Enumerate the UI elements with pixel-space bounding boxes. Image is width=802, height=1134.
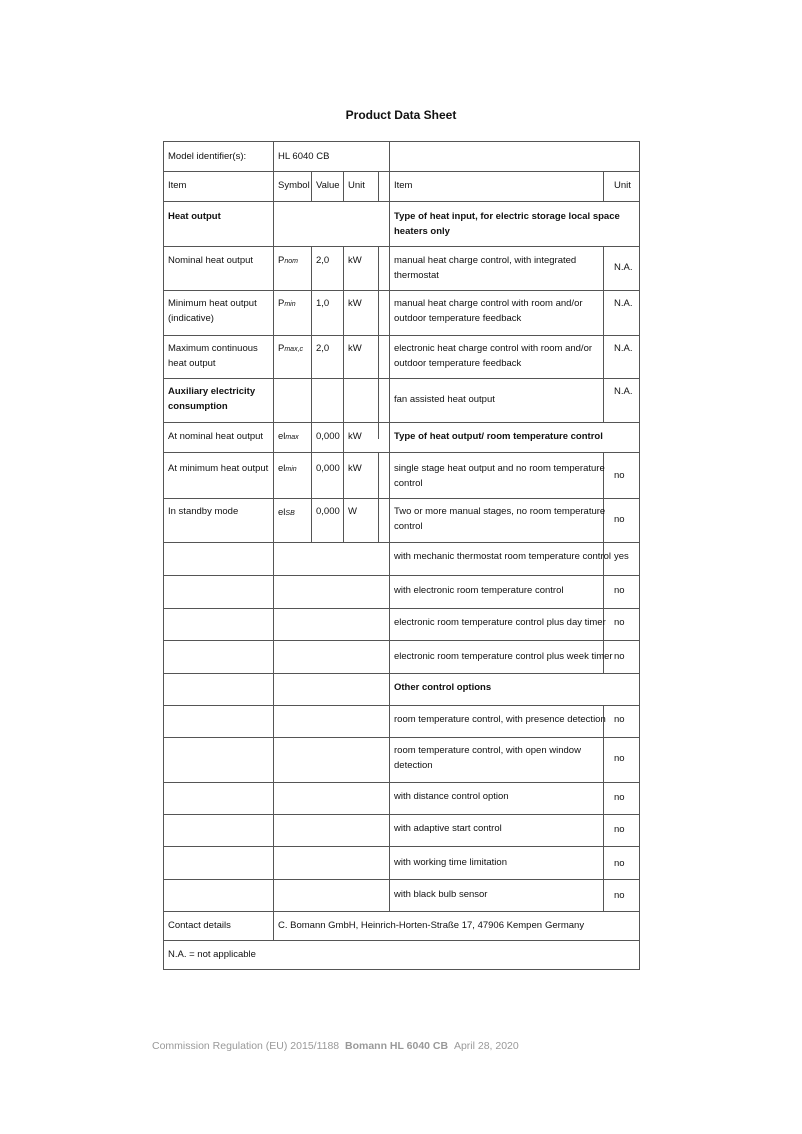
standby-value: 0,000 [316, 506, 340, 517]
maximum-unit: kW [348, 343, 362, 354]
r6-value: no [614, 514, 625, 525]
r3-line1: electronic heat charge control with room and/or [394, 343, 593, 354]
r12-line2: detection [394, 760, 433, 771]
header-unit-right: Unit [614, 180, 631, 191]
el-minimum-label: At minimum heat output [168, 463, 269, 474]
r12-value: no [614, 753, 625, 764]
r7-line1: with mechanic thermostat room temperature control [394, 551, 612, 562]
minimum-heat-output-label-2: (indicative) [168, 313, 214, 324]
footer-product: Bomann HL 6040 CB [345, 1040, 449, 1052]
page-title: Product Data Sheet [345, 108, 457, 122]
minimum-value: 1,0 [316, 298, 330, 309]
r1-line1: manual heat charge control, with integrated [394, 255, 577, 266]
r5-value: no [614, 470, 625, 481]
el-minimum-value: 0,000 [316, 463, 340, 474]
footer-date: April 28, 2020 [453, 1040, 519, 1052]
r8-line1: with electronic room temperature control [394, 585, 564, 596]
nominal-symbol: Pnom [278, 255, 298, 266]
other-options-heading: Other control options [394, 682, 492, 693]
model-label: Model identifier(s): [168, 151, 247, 162]
header-unit: Unit [348, 180, 365, 191]
r10-line1: electronic room temperature control plus week timer [394, 651, 613, 662]
r14-value: no [614, 824, 625, 835]
el-nominal-label: At nominal heat output [168, 431, 264, 442]
r5-line2: control [394, 478, 423, 489]
maximum-value: 2,0 [316, 343, 330, 354]
product-data-table [163, 141, 640, 970]
r15-value: no [614, 858, 625, 869]
nominal-unit: kW [348, 255, 362, 266]
heat-input-heading-2: heaters only [394, 226, 450, 237]
r3-line2: outdoor temperature feedback [394, 358, 522, 369]
contact-address: C. Bomann GmbH, Heinrich-Horten-Straße 17, 47906 Kempen [278, 920, 543, 931]
r1-value: N.A. [614, 262, 633, 273]
r5-line1: single stage heat output and no room temperature [394, 463, 605, 474]
r10-value: no [614, 651, 625, 662]
header-value: Value [316, 180, 340, 191]
el-nominal-unit: kW [348, 431, 362, 442]
r13-line1: with distance control option [394, 791, 509, 802]
maximum-heat-output-label-2: heat output [168, 358, 216, 369]
r1-line2: thermostat [394, 270, 439, 281]
el-nominal-symbol: elmax [278, 431, 299, 442]
maximum-symbol: Pmax,c [278, 343, 304, 354]
r7-value: yes [614, 551, 629, 562]
r2-line1: manual heat charge control with room and/or [394, 298, 583, 309]
r11-line1: room temperature control, with presence detection [394, 714, 606, 725]
header-item-right: Item [394, 180, 413, 191]
standby-unit: W [348, 506, 357, 517]
r9-line1: electronic room temperature control plus day timer [394, 617, 606, 628]
minimum-heat-output-label-1: Minimum heat output [168, 298, 257, 309]
minimum-symbol: Pmin [278, 298, 296, 309]
standby-label: In standby mode [168, 506, 239, 517]
el-minimum-symbol: elmin [278, 463, 297, 474]
el-nominal-value: 0,000 [316, 431, 340, 442]
r6-line1: Two or more manual stages, no room temperature [394, 506, 606, 517]
r3-value: N.A. [614, 343, 633, 354]
heat-input-heading-1: Type of heat input, for electric storage local space [394, 211, 620, 222]
r12-line1: room temperature control, with open window [394, 745, 581, 756]
r16-line1: with black bulb sensor [394, 889, 488, 900]
minimum-unit: kW [348, 298, 362, 309]
contact-country: Germany [545, 920, 585, 931]
nominal-heat-output-label: Nominal heat output [168, 255, 254, 266]
header-item: Item [168, 180, 187, 191]
footer-regulation: Commission Regulation (EU) 2015/1188 [152, 1040, 340, 1052]
contact-label: Contact details [168, 920, 231, 931]
el-minimum-unit: kW [348, 463, 362, 474]
r15-line1: with working time limitation [394, 857, 507, 868]
r6-line2: control [394, 521, 423, 532]
r8-value: no [614, 585, 625, 596]
auxiliary-heading-1: Auxiliary electricity [168, 386, 256, 397]
r2-value: N.A. [614, 298, 633, 309]
header-symbol: Symbol [278, 180, 310, 191]
nominal-value: 2,0 [316, 255, 330, 266]
maximum-heat-output-label-1: Maximum continuous [168, 343, 258, 354]
page-footer [152, 1040, 519, 1052]
room-temp-heading: Type of heat output/ room temperature control [394, 431, 603, 442]
r2-line2: outdoor temperature feedback [394, 313, 522, 324]
r9-value: no [614, 617, 625, 628]
r14-line1: with adaptive start control [394, 823, 502, 834]
r4-line1: fan assisted heat output [394, 394, 495, 405]
r16-value: no [614, 890, 625, 901]
na-note: N.A. = not applicable [168, 949, 256, 960]
r13-value: no [614, 792, 625, 803]
standby-symbol: elSB [278, 507, 295, 518]
model-value: HL 6040 CB [278, 151, 330, 162]
heat-output-heading: Heat output [168, 211, 221, 222]
r4-value: N.A. [614, 386, 633, 397]
r11-value: no [614, 714, 625, 725]
auxiliary-heading-2: consumption [168, 401, 228, 412]
